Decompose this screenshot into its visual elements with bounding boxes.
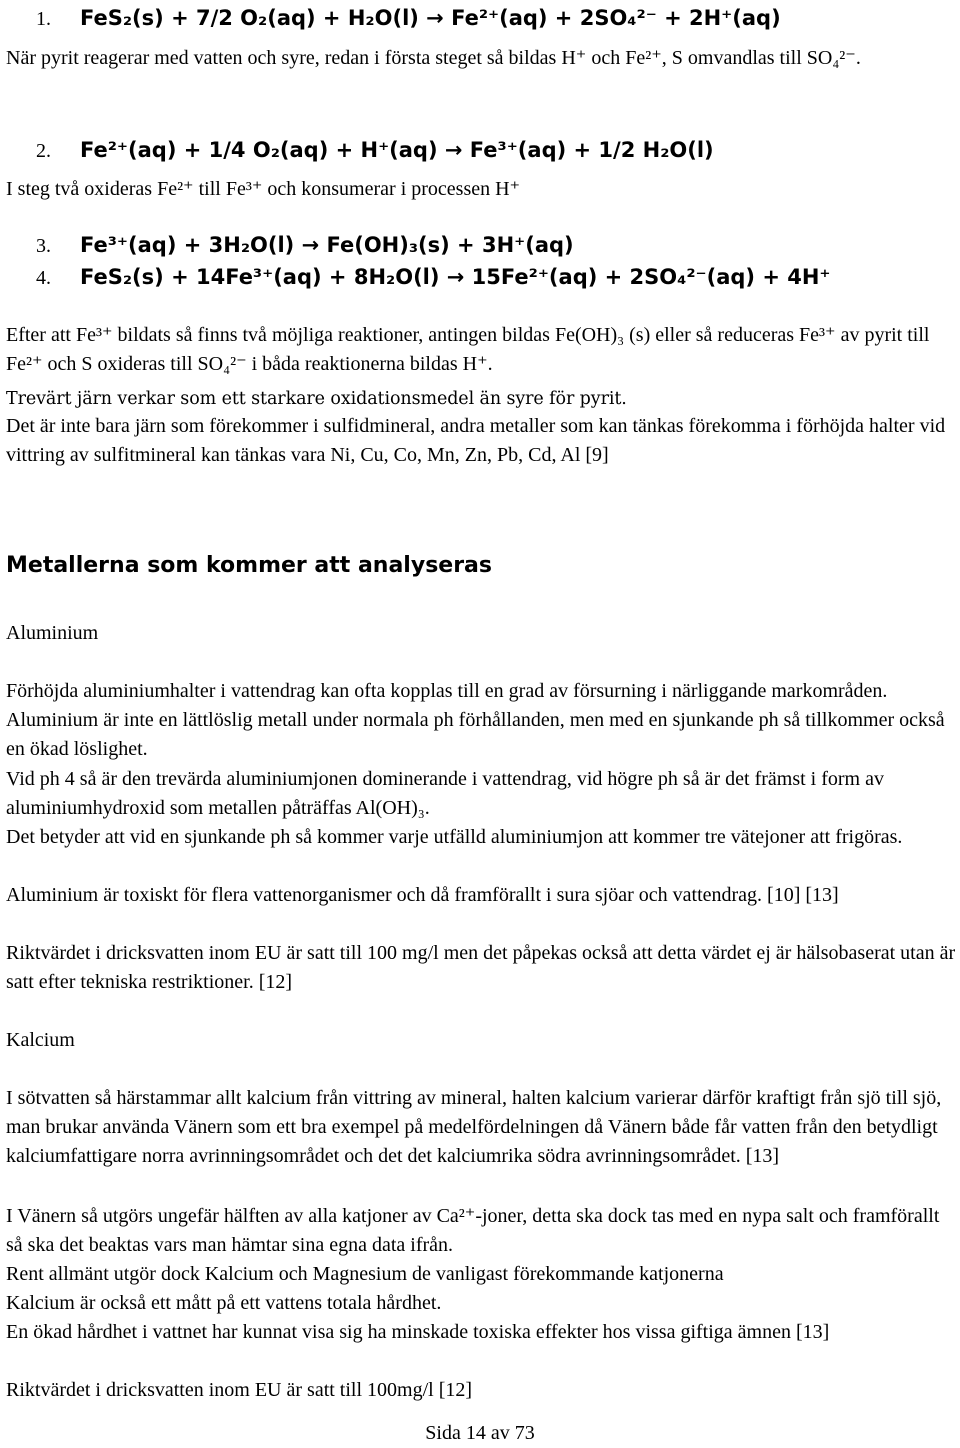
paragraph-step-two: I steg två oxideras Fe²⁺ till Fe³⁺ och konsumerar i processen H⁺ <box>6 178 521 200</box>
paragraph-kalcium-2: I Vänern så utgörs ungefär hälften av alla katjoner av Ca²⁺-joner, detta ska dock tas med en nypa salt och framförallt så ska det beaktas vars man hämtar sina egna data ifrån. <box>6 1205 940 1256</box>
equation-number: 3. <box>36 235 51 257</box>
equation-text: FeS₂(s) + 14Fe³⁺(aq) + 8H₂O(l) → 15Fe²⁺(aq) + 2SO₄²⁻(aq) + 4H⁺ <box>80 265 831 289</box>
equation-3 <box>36 230 574 261</box>
paragraph-kalcium-6: Riktvärdet i dricksvatten inom EU är satt till 100mg/l [12] <box>6 1379 473 1401</box>
subheading-aluminium: Aluminium <box>6 622 99 644</box>
paragraph-trivalent-iron: Trevärt järn verkar som ett starkare oxidationsmedel än syre för pyrit. <box>6 389 627 409</box>
paragraph-kalcium-4: Kalcium är också ett mått på ett vattens totala hårdhet. <box>6 1292 442 1314</box>
paragraph-sulfide-metals: Det är inte bara järn som förekommer i sulfidmineral, andra metaller som kan tänkas förekomma i förhöjda halter vid vittring av sulfitmineral kan tänkas vara Ni, Cu, Co, Mn, Zn, Pb, Cd, Al [9] <box>6 415 946 466</box>
subheading-kalcium: Kalcium <box>6 1029 75 1051</box>
paragraph-pyrit-reaction: När pyrit reagerar med vatten och syre, redan i första steget så bildas H⁺ och Fe²⁺, S omvandlas till SO₄²⁻. <box>6 47 861 69</box>
equation-text: FeS₂(s) + 7/2 O₂(aq) + H₂O(l) → Fe²⁺(aq) + 2SO₄²⁻ + 2H⁺(aq) <box>80 6 781 30</box>
equation-number: 2. <box>36 140 51 162</box>
equation-number: 1. <box>36 8 51 30</box>
paragraph-kalcium-1: I sötvatten så härstammar allt kalcium från vittring av mineral, halten kalcium varierar därför kraftigt från sjö till sjö, man brukar använda Vänern som ett bra exempel på medelfördelningen då Vänern både får vatten från den betydligt kalciumfattigare norra avrinningsområdet och det det kalciumrika södra avrinningsområdet. [13] <box>6 1087 942 1167</box>
paragraph-aluminium-5: Riktvärdet i dricksvatten inom EU är satt till 100 mg/l men det påpekas också att detta värdet ej är hälsobaserat utan är satt efter tekniska restriktioner. [12] <box>6 942 956 993</box>
page-number-footer: Sida 14 av 73 <box>425 1422 535 1444</box>
paragraph-aluminium-1: Förhöjda aluminiumhalter i vattendrag kan ofta kopplas till en grad av försurning i närliggande markområden. Aluminium är inte en lättlöslig metall under normala ph förhållanden, men med en sjunkande ph så tillkommer också en ökad löslighet. <box>6 680 945 760</box>
paragraph-aluminium-3: Det betyder att vid en sjunkande ph så kommer varje utfälld aluminiumjon att kommer tre vätejoner att frigöras. <box>6 826 903 848</box>
paragraph-aluminium-2: Vid ph 4 så är den trevärda aluminiumjonen dominerande i vattendrag, vid högre ph så är det främst i form av aluminiumhydroxid som metallen påträffas Al(OH)₃. <box>6 768 884 819</box>
paragraph-fe3-reactions: Efter att Fe³⁺ bildats så finns två möjliga reaktioner, antingen bildas Fe(OH)₃ (s) eller så reduceras Fe³⁺ av pyrit till Fe²⁺ och S oxideras till SO₄²⁻ i båda reaktionerna bildas H⁺. <box>6 324 930 375</box>
equation-4 <box>36 262 831 293</box>
equation-text: Fe²⁺(aq) + 1/4 O₂(aq) + H⁺(aq) → Fe³⁺(aq) + 1/2 H₂O(l) <box>80 138 714 162</box>
equation-1 <box>36 3 781 34</box>
section-heading: Metallerna som kommer att analyseras <box>6 553 492 578</box>
paragraph-kalcium-3: Rent allmänt utgör dock Kalcium och Magnesium de vanligast förekommande katjonerna <box>6 1263 724 1285</box>
equation-2 <box>36 135 714 166</box>
paragraph-aluminium-4: Aluminium är toxiskt för flera vattenorganismer och då framförallt i sura sjöar och vattendrag. [10] [13] <box>6 884 839 906</box>
equation-number: 4. <box>36 267 51 289</box>
equation-text: Fe³⁺(aq) + 3H₂O(l) → Fe(OH)₃(s) + 3H⁺(aq) <box>80 233 574 257</box>
paragraph-kalcium-5: En ökad hårdhet i vattnet har kunnat visa sig ha minskade toxiska effekter hos vissa giftiga ämnen [13] <box>6 1321 830 1343</box>
